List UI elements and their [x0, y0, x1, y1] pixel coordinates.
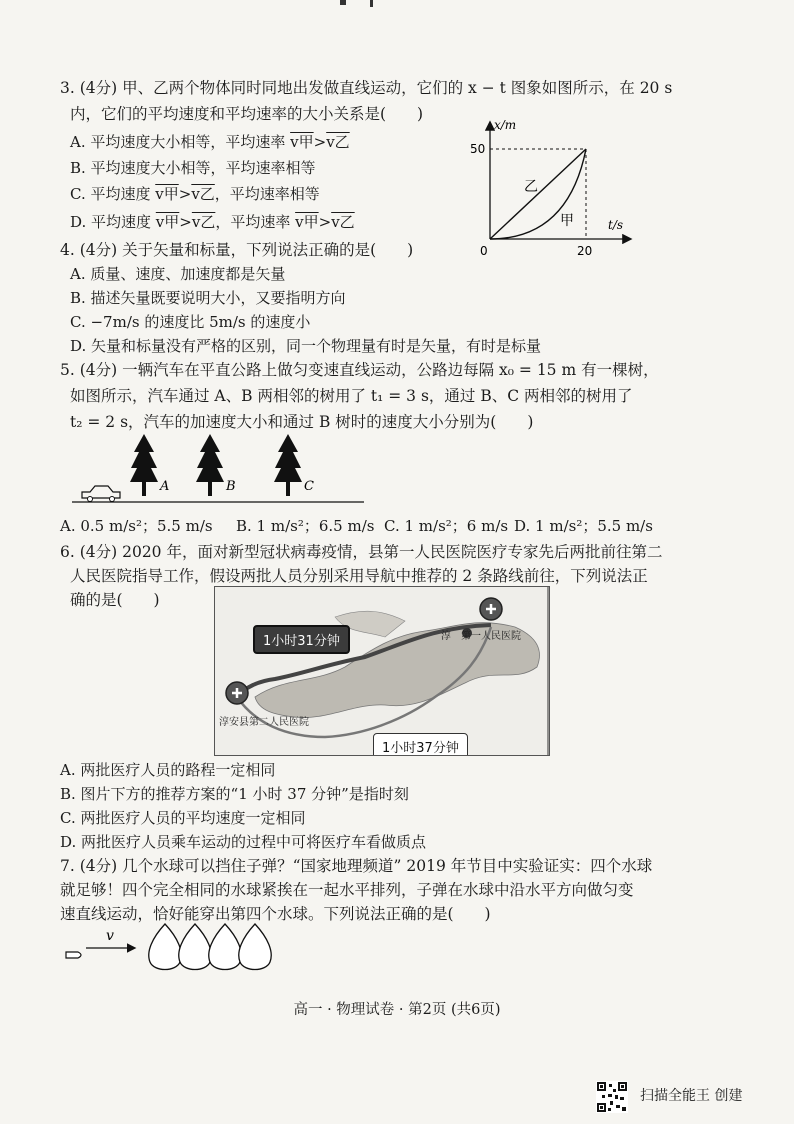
- water-ball-2: [179, 924, 211, 970]
- q3-option-a: A. 平均速度大小相等，平均速率 v甲>v乙: [70, 133, 350, 151]
- x-axis-label: t/s: [608, 218, 624, 232]
- velocity-label: v: [106, 928, 114, 944]
- q3-option-b: B. 平均速度大小相等，平均速率相等: [70, 159, 316, 177]
- origin-label: 0: [480, 244, 488, 258]
- tree-icon-b: [196, 434, 224, 496]
- q4-option-c: C. −7m/s 的速度比 5m/s 的速度小: [70, 313, 311, 331]
- page-footer: 高一 · 物理试卷 · 第2页 (共6页): [293, 1002, 501, 1018]
- q5-option-c: C. 1 m/s²；6 m/s: [384, 517, 509, 535]
- place-end: 淳安县第二人民医院: [219, 717, 309, 728]
- tree-label-a: A: [160, 479, 170, 494]
- route-1-time-label: 1小时31分钟: [253, 625, 350, 654]
- q3-option-c: C. 平均速度 v甲>v乙，平均速率相等: [70, 185, 320, 203]
- curve-jia-label: 甲: [560, 213, 574, 229]
- x-tick-20: 20: [577, 244, 593, 258]
- y-axis-label: x/m: [494, 118, 517, 132]
- hospital-pin-end-icon: [226, 682, 248, 704]
- q6-option-c: C. 两批医疗人员的平均速度一定相同: [60, 809, 306, 827]
- q6-option-b: B. 图片下方的推荐方案的“1 小时 37 分钟”是指时刻: [60, 785, 409, 803]
- water-ball-3: [209, 924, 241, 970]
- q7-stem-line2: 就足够！四个完全相同的水球紧挨在一起水平排列，子弹在水球中沿水平方向做匀变: [60, 881, 634, 899]
- car-icon: [82, 486, 120, 502]
- scan-mark: [330, 0, 410, 8]
- q6-option-d: D. 两批医疗人员乘车运动的过程中可将医疗车看做质点: [60, 833, 427, 851]
- q5-option-b: B. 1 m/s²；6.5 m/s: [236, 517, 375, 535]
- q3-option-d: D. 平均速度 v甲>v乙，平均速率 v甲>v乙: [70, 213, 355, 231]
- trees-figure: [68, 432, 368, 508]
- q3-stem-line1: 3. (4分) 甲、乙两个物体同时同地出发做直线运动，它们的 x − t 图象如图所示，在 20 s: [60, 79, 673, 97]
- qr-code-icon: [596, 1081, 628, 1113]
- q7-stem-line1: 7. (4分) 几个水球可以挡住子弹？“国家地理频道” 2019 年节目中实验证实：四个水球: [60, 857, 653, 875]
- water-ball-1: [149, 924, 181, 970]
- curve-yi-label: 乙: [524, 179, 538, 195]
- hospital-pin-start-icon: [480, 598, 502, 620]
- tree-label-c: C: [304, 479, 314, 494]
- q4-option-b: B. 描述矢量既要说明大小，又要指明方向: [70, 289, 346, 307]
- q7-stem-line3: 速直线运动，恰好能穿出第四个水球。下列说法正确的是( ): [60, 905, 491, 923]
- q5-stem-line2: 如图所示，汽车通过 A、B 两相邻的树用了 t₁ = 3 s，通过 B、C 两相邻的树用了: [70, 387, 633, 405]
- q5-stem-line1: 5. (4分) 一辆汽车在平直公路上做匀变速直线运动，公路边每隔 x₀ = 15 m 有一棵树，: [60, 361, 659, 379]
- q4-option-d: D. 矢量和标量没有严格的区别，同一个物理量有时是矢量，有时是标量: [70, 337, 542, 355]
- q3-stem-line2: 内，它们的平均速度和平均速率的大小关系是( ): [70, 105, 424, 123]
- tree-icon-c: [274, 434, 302, 496]
- q5-option-d: D. 1 m/s²；5.5 m/s: [514, 517, 653, 535]
- tree-label-b: B: [226, 479, 236, 494]
- water-ball-4: [239, 924, 271, 970]
- tree-icon-a: [130, 434, 158, 496]
- route-map: [214, 586, 550, 756]
- q6-stem-line2: 人民医院指导工作，假设两批人员分别采用导航中推荐的 2 条路线前往，下列说法正: [70, 567, 648, 585]
- q5-option-a: A. 0.5 m/s²；5.5 m/s: [60, 517, 213, 535]
- q5-stem-line3: t₂ = 2 s，汽车的加速度大小和通过 B 树时的速度大小分别为( ): [70, 413, 534, 431]
- map-drawing: [215, 587, 549, 755]
- q6-stem-line1: 6. (4分) 2020 年，面对新型冠状病毒疫情，县第一人民医院医疗专家先后两批前往第二: [60, 543, 663, 561]
- route-2-time-label: 1小时37分钟: [373, 733, 468, 756]
- water-balls-figure: [60, 918, 290, 974]
- bullet-icon: [66, 952, 81, 958]
- scan-watermark: 扫描全能王 创建: [640, 1088, 743, 1104]
- q4-option-a: A. 质量、速度、加速度都是矢量: [70, 265, 286, 283]
- q6-option-a: A. 两批医疗人员的路程一定相同: [60, 761, 276, 779]
- xt-graph: [468, 115, 638, 265]
- q6-stem-line3: 确的是( ): [70, 591, 160, 609]
- y-tick-50: 50: [470, 142, 486, 156]
- q4-stem: 4. (4分) 关于矢量和标量，下列说法正确的是( ): [60, 241, 414, 259]
- place-start: 淳 第一人民医院: [441, 631, 521, 642]
